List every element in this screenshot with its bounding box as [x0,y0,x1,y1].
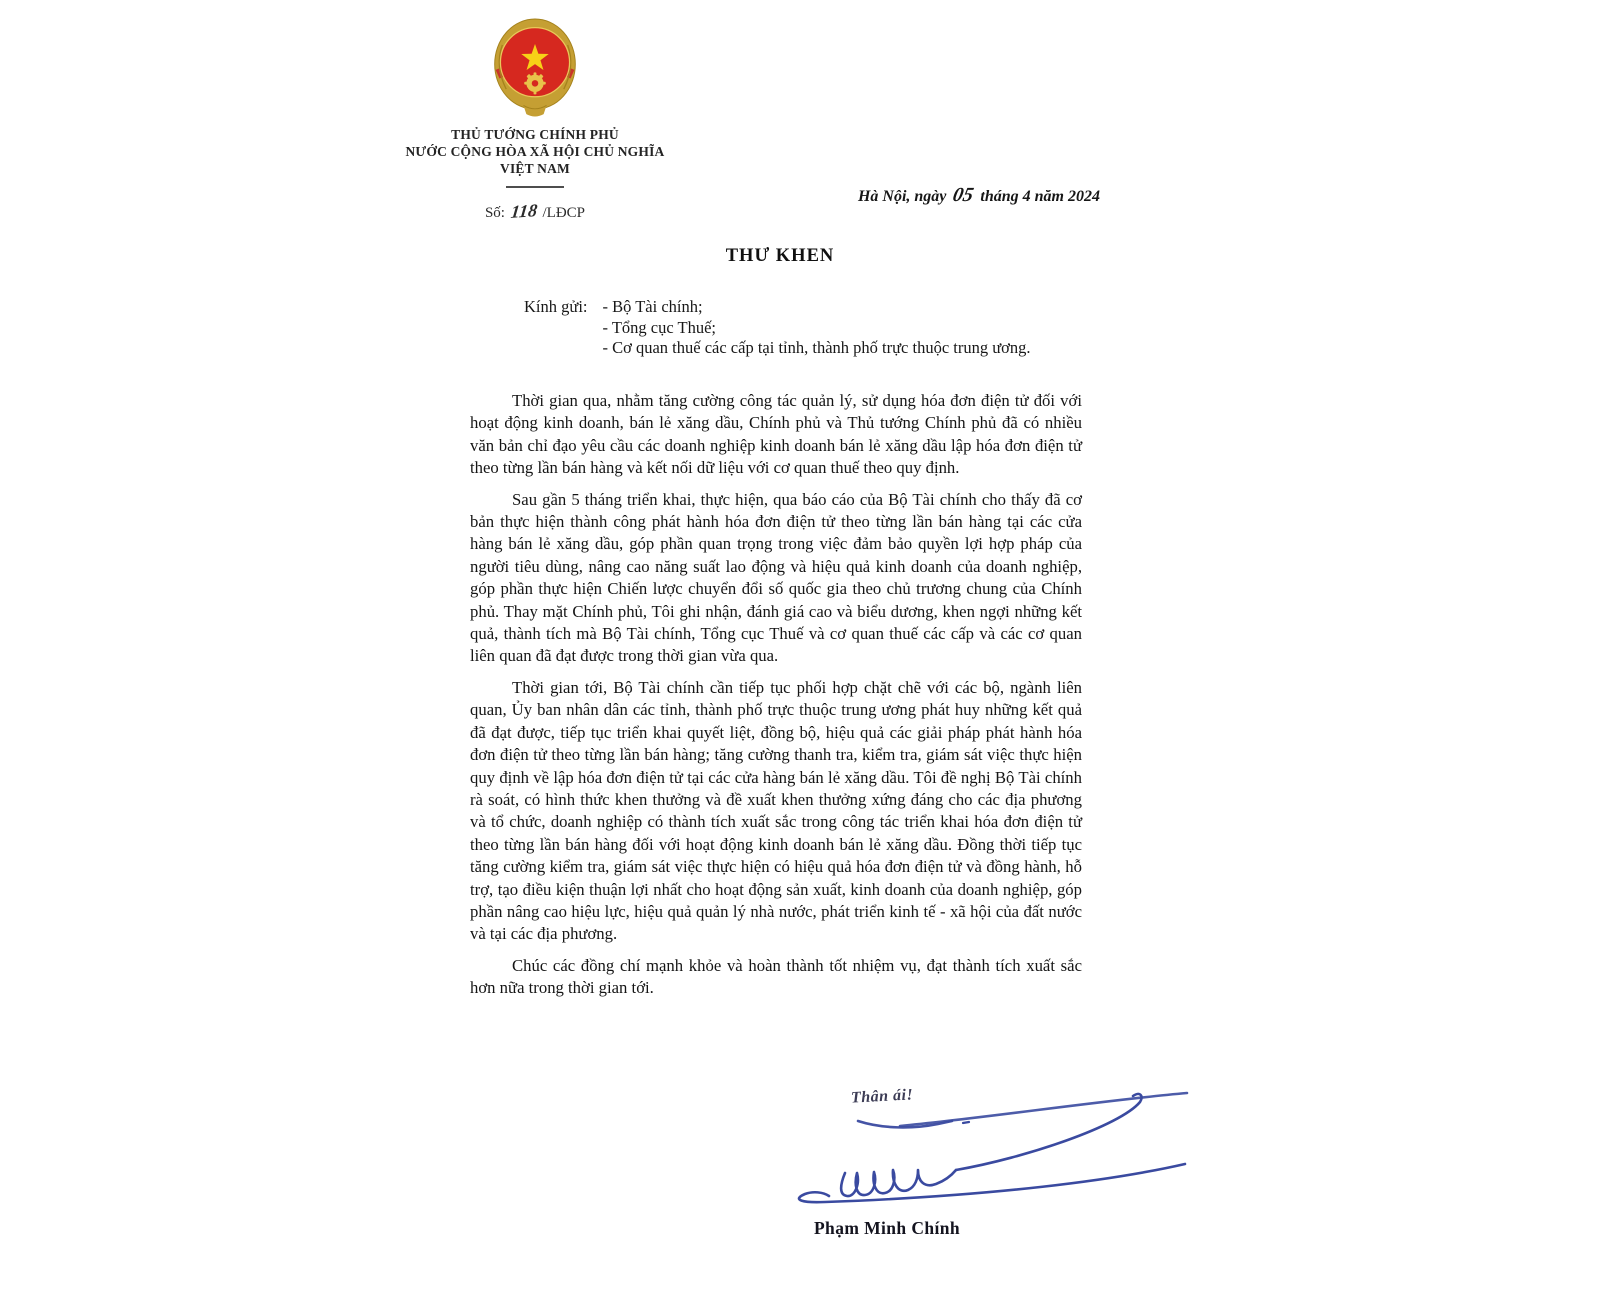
body-paragraph: Chúc các đồng chí mạnh khỏe và hoàn thành tốt nhiệm vụ, đạt thành tích xuất sắc hơn nữa trong thời gian tới. [470,955,1082,998]
place-date-suffix: tháng 4 năm 2024 [980,188,1100,205]
body-paragraph: Sau gần 5 tháng triển khai, thực hiện, qua báo cáo của Bộ Tài chính cho thấy đã cơ bản thực hiện thành công phát hành hóa đơn điện tử theo từng lần bán hàng tại các cửa hàng bán lẻ xăng dầu, góp phần quan trọng trong việc đảm bảo quyền lợi hợp pháp của người tiêu dùng, nâng cao năng suất lao động và hiệu quả kinh doanh của doanh nghiệp, góp phần thực hiện Chiến lược chuyển đổi số quốc gia theo chủ trương chung của Chính phủ. Thay mặt Chính phủ, Tôi ghi nhận, đánh giá cao và biểu dương, khen ngợi những kết quả, thành tích mà Bộ Tài chính, Tổng cục Thuế và cơ quan thuế các cấp và các cơ quan liên quan đã đạt được trong thời gian vừa qua. [470,489,1082,666]
body-paragraph: Thời gian tới, Bộ Tài chính cần tiếp tục phối hợp chặt chẽ với các bộ, ngành liên quan, Ủy ban nhân dân các tỉnh, thành phố trực thuộc trung ương phát huy những kết quả đã đạt được, tiếp tục triển khai quyết liệt, đồng bộ, hiệu quả các giải pháp phát hành hóa đơn điện tử theo từng lần bán hàng; tăng cường thanh tra, kiểm tra, giám sát việc thực hiện quy định về lập hóa đơn điện tử tại các cửa hàng bán lẻ xăng dầu. Tôi đề nghị Bộ Tài chính rà soát, có hình thức khen thưởng và đề xuất khen thưởng xứng đáng cho các địa phương và tổ chức, doanh nghiệp có thành tích xuất sắc trong công tác triển khai hóa đơn điện tử theo từng lần bán hàng đối với hoạt động kinh doanh bán lẻ xăng dầu. Đồng thời tiếp tục tăng cường kiểm tra, giám sát việc thực hiện có hiệu quả hóa đơn điện tử và đồng hành, hỗ trợ, tạo điều kiện thuận lợi nhất cho hoạt động sản xuất, kinh doanh của doanh nghiệp, góp phần nâng cao hiệu lực, hiệu quả quản lý nhà nước, phát triển kinh tế - xã hội của đất nước và tại các địa phương. [470,677,1082,944]
letter-body [470,390,1082,1009]
handwritten-signature-icon [695,1078,1195,1230]
place-date-line [780,184,1100,207]
recipient-item: - Bộ Tài chính; [602,297,703,316]
document-number [390,201,680,222]
letterhead-divider [506,186,564,188]
recipients-list [603,297,1031,359]
document-number-suffix: /LĐCP [542,205,586,221]
agency-name-line2: NƯỚC CỘNG HÒA XÃ HỘI CHỦ NGHĨA [405,144,665,159]
salute-text: Thân ái! [850,1086,914,1107]
body-paragraph: Thời gian qua, nhằm tăng cường công tác quản lý, sử dụng hóa đơn điện tử đối với hoạt động kinh doanh, bán lẻ xăng dầu, Chính phủ và Thủ tướng Chính phủ đã có nhiều văn bản chỉ đạo yêu cầu các doanh nghiệp kinh doanh bán lẻ xăng dầu lập hóa đơn điện tử theo từng lần bán hàng và kết nối dữ liệu với cơ quan thuế theo quy định. [470,391,1082,478]
closing-block [695,1078,1195,1248]
place-date-day: 05 [951,184,976,206]
letterhead [390,16,680,222]
document-number-label: Số: [484,205,505,221]
vietnam-national-emblem-icon [487,16,583,120]
place-date-prefix: Hà Nội, ngày [857,188,947,205]
letter-title: THƯ KHEN [725,246,835,266]
recipient-item: - Cơ quan thuế các cấp tại tỉnh, thành phố trực thuộc trung ương. [602,338,1031,357]
document-number-value: 118 [509,200,538,222]
recipients-label: Kính gửi: [524,297,588,316]
signer-name: Phạm Minh Chính [813,1218,961,1238]
recipient-item: - Tổng cục Thuế; [602,317,716,337]
agency-name-line1: THỦ TƯỚNG CHÍNH PHỦ [451,127,619,142]
agency-name-line3: VIỆT NAM [500,161,570,176]
recipients-block [524,297,1031,359]
